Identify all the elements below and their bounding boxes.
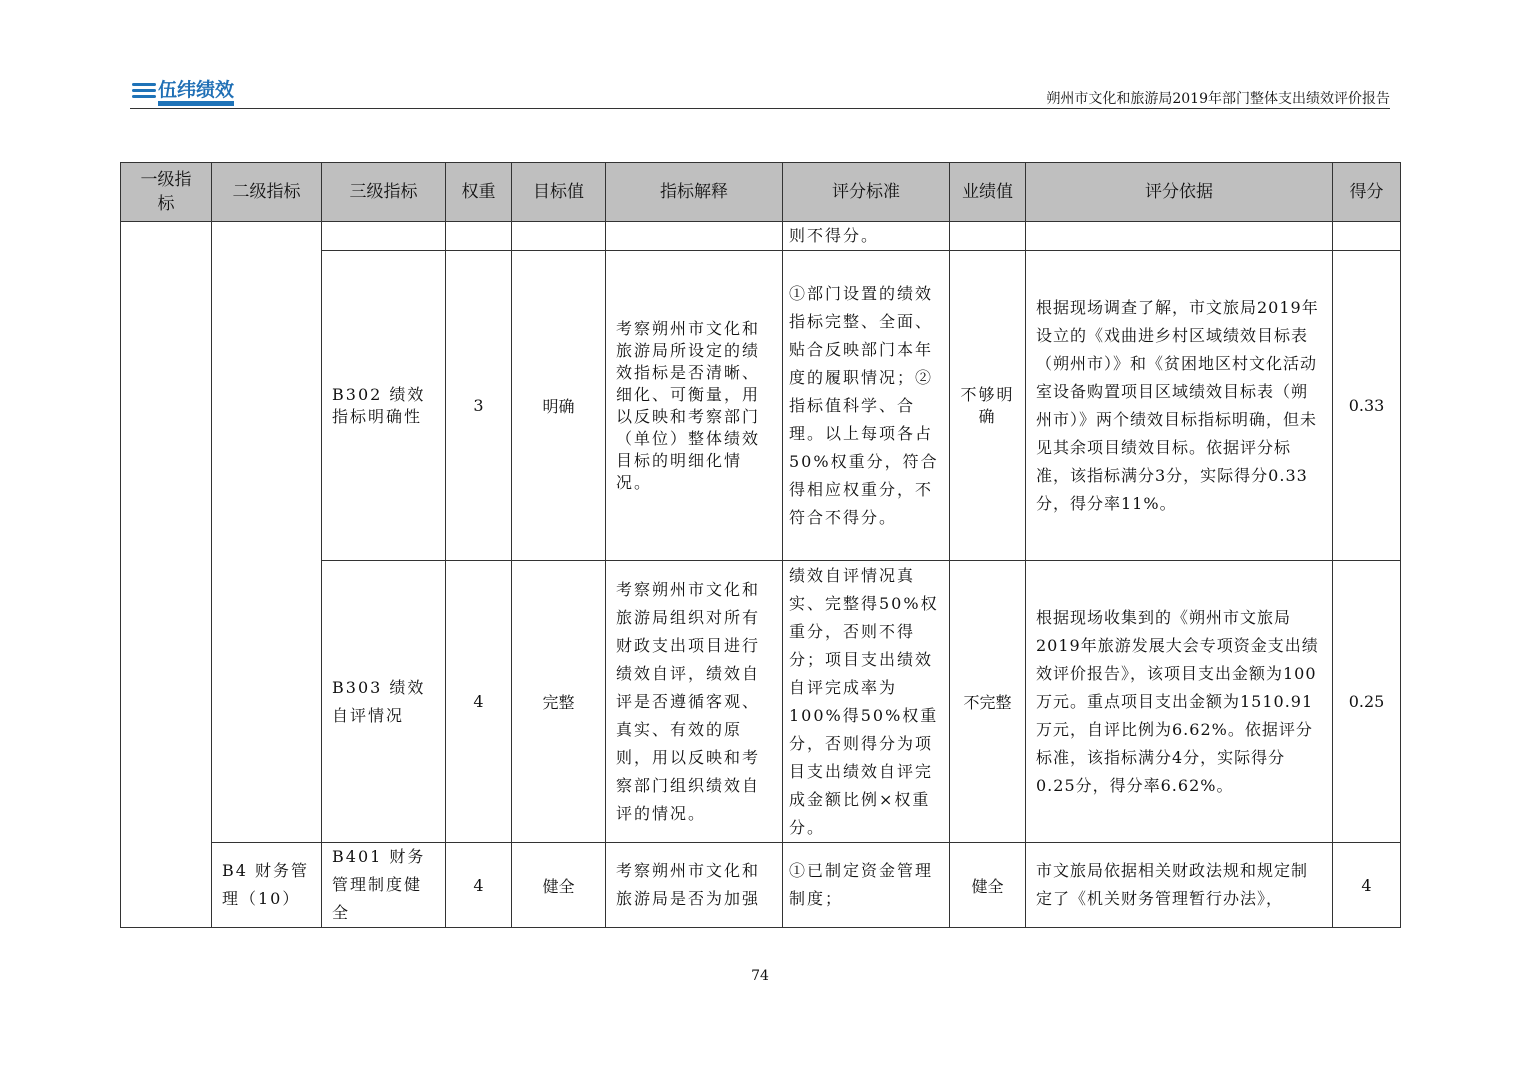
actual-cell: 健全 [950, 843, 1026, 928]
level1-cell [121, 222, 212, 928]
table-header-row [121, 163, 1401, 222]
level3-cell: B303 绩效自评情况 [322, 561, 446, 843]
column-header: 评分标准 [783, 163, 950, 222]
actual-cell: 不够明确 [950, 251, 1026, 561]
basis-cell: 根据现场收集到的《朔州市文旅局2019年旅游发展大会专项资金支出绩效评价报告》，该项目支出金额为100万元。重点项目支出金额为1510.91万元，自评比例为6.62%。依据评分标准，该指标满分4分，实际得分0.25分，得分率6.62%。 [1026, 561, 1333, 843]
column-header: 业绩值 [950, 163, 1026, 222]
column-header: 权重 [446, 163, 512, 222]
score-cell: 4 [1333, 843, 1401, 928]
actual-cell: 不完整 [950, 561, 1026, 843]
target-cell: 健全 [512, 843, 606, 928]
table-cell [446, 222, 512, 251]
level3-cell: B401 财务管理制度健全 [322, 843, 446, 928]
column-header: 指标解释 [606, 163, 783, 222]
table-cell [1026, 222, 1333, 251]
page-number: 74 [751, 968, 769, 984]
column-header: 二级指标 [212, 163, 322, 222]
column-header: 得分 [1333, 163, 1401, 222]
explain-cell: 考察朔州市文化和旅游局所设定的绩效指标是否清晰、细化、可衡量，用以反映和考察部门（单位）整体绩效目标的明细化情况。 [606, 251, 783, 561]
standard-cell: ①部门设置的绩效指标完整、全面、贴合反映部门本年度的履职情况；②指标值科学、合理。以上每项各占50%权重分，符合得相应权重分，不符合不得分。 [783, 251, 950, 561]
company-logo [132, 78, 236, 106]
basis-cell: 根据现场调查了解，市文旅局2019年设立的《戏曲进乡村区域绩效目标表（朔州市）》和《贫困地区村文化活动室设备购置项目区域绩效目标表（朔州市）》两个绩效目标指标明确，但未见其余项目绩效目标。依据评分标准，该指标满分3分，实际得分0.33分，得分率11%。 [1026, 251, 1333, 561]
explain-cell: 考察朔州市文化和旅游局组织对所有财政支出项目进行绩效自评，绩效自评是否遵循客观、真实、有效的原则，用以反映和考察部门组织绩效自评的情况。 [606, 561, 783, 843]
score-cell: 0.25 [1333, 561, 1401, 843]
column-header: 三级指标 [322, 163, 446, 222]
logo-wave-icon [132, 83, 156, 101]
target-cell: 明确 [512, 251, 606, 561]
header-divider [130, 108, 1390, 109]
score-cell: 0.33 [1333, 251, 1401, 561]
standard-cell: 绩效自评情况真实、完整得50%权重分，否则不得分；项目支出绩效自评完成率为100%得50%权重分，否则得分为项目支出绩效自评完成金额比例×权重分。 [783, 561, 950, 843]
table-cell [950, 222, 1026, 251]
table-row [121, 843, 1401, 928]
table-cell [322, 222, 446, 251]
table-cell [606, 222, 783, 251]
logo-tagline-bar [158, 101, 234, 106]
logo-text: 伍纬绩效 [158, 79, 235, 101]
weight-cell: 4 [446, 843, 512, 928]
weight-cell: 4 [446, 561, 512, 843]
column-header: 评分依据 [1026, 163, 1333, 222]
standard-cell: ①已制定资金管理制度； [783, 843, 950, 928]
table-cell [512, 222, 606, 251]
explain-cell: 考察朔州市文化和旅游局是否为加强 [606, 843, 783, 928]
report-title: 朔州市文化和旅游局2019年部门整体支出绩效评价报告 [1046, 91, 1390, 107]
table-row [121, 222, 1401, 251]
table-cell [1333, 222, 1401, 251]
column-header: 一级指标 [121, 163, 212, 222]
level2-cell [212, 222, 322, 843]
evaluation-table [120, 162, 1401, 928]
level2-cell: B4 财务管理（10） [212, 843, 322, 928]
basis-cell: 市文旅局依据相关财政法规和规定制定了《机关财务管理暂行办法》， [1026, 843, 1333, 928]
weight-cell: 3 [446, 251, 512, 561]
column-header: 目标值 [512, 163, 606, 222]
standard-cell: 则不得分。 [783, 222, 950, 251]
target-cell: 完整 [512, 561, 606, 843]
level3-cell: B302 绩效指标明确性 [322, 251, 446, 561]
